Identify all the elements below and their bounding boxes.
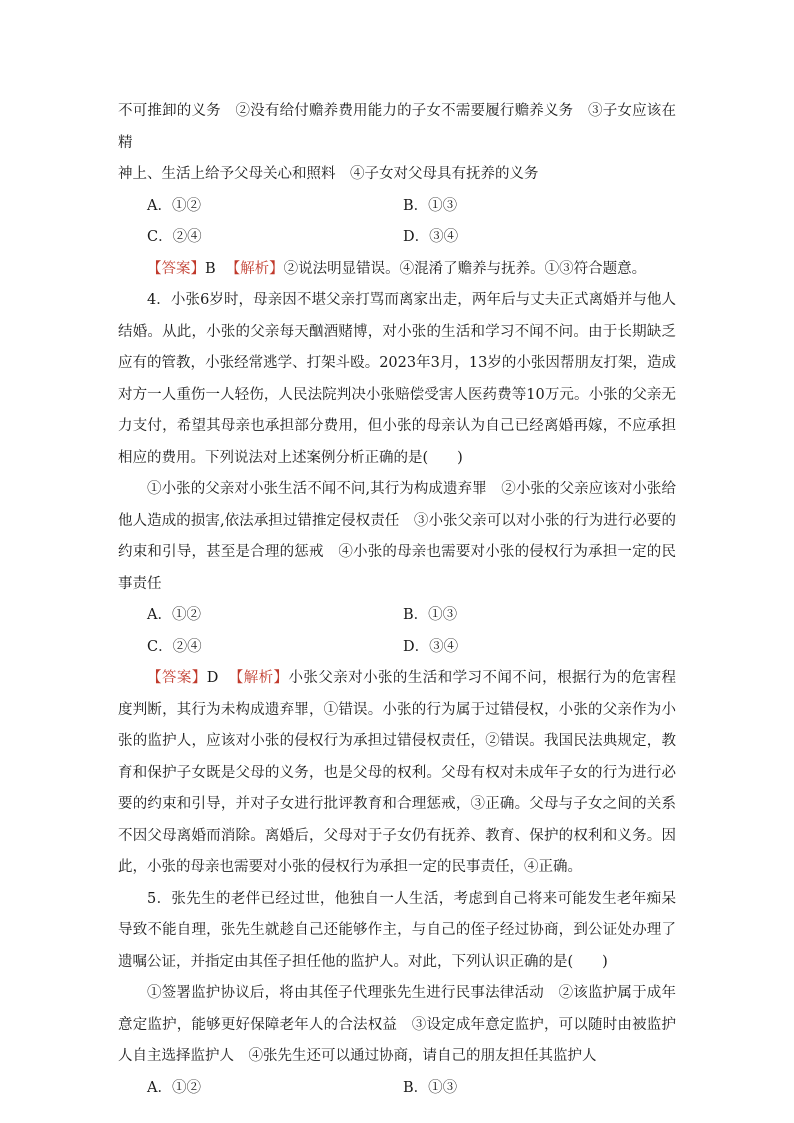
q3-statement-line2: 神上、生活上给予父母关心和照料 ④子女对父母具有抚养的义务 [118, 166, 539, 182]
q3-analysis-text: ②说法明显错误。④混淆了赡养与抚养。①③符合题意。 [283, 260, 647, 277]
q4-analysis-text: 小张父亲对小张的生活和学习不闻不问，根据行为的危害程度判断，其行为未构成遗弃罪，①错误。小张的行为属于过错侵权，小张的父亲作为小张的监护人，应该对小张的侵权行为承担过错侵权责任，②错误。我国民法典规定，教育和保护子女既是父母的义务，也是父母的权利。父母有权对未成年子女的行为进行必要的约束和引导，并对子女进行批评教育和合理惩戒，③正确。父母与子女之间的关系不因父母离婚而消除。离婚后，父母对于子女仍有抚养、教育、保护的权利和义务。因此，小张的母亲也需要对小张的侵权行为承担一定的民事责任，④正确。 [118, 670, 677, 875]
q4-answer [118, 663, 676, 884]
q5-option-a: A．①② [147, 1079, 201, 1096]
q4-option-b: B．①③ [403, 607, 458, 623]
q4-answer-tag: 【答案】 [147, 670, 207, 686]
q5-stem: 5．张先生的老伴已经过世，他独自一人生活，考虑到自己将来可能发生老年痴呆导致不能自理，张先生就趁自己还能够作主，与自己的侄子经过协商，到公证处办理了遗嘱公证，并指定由其侄子担任他的监护人。对此，下列认识正确的是( ) [118, 890, 676, 970]
q3-answer-letter: B [205, 260, 216, 277]
q3-option-b: B．①③ [403, 197, 458, 214]
q4-option-c: C．②④ [147, 638, 202, 655]
q3-options-row2 [118, 222, 676, 254]
q4-analysis-tag: 【解析】 [228, 670, 289, 686]
q3-analysis-tag: 【解析】 [225, 260, 284, 277]
q3-option-a: A．①② [147, 197, 201, 214]
q4-answer-letter: D [206, 670, 219, 686]
q5-statements: ①签署监护协议后，将由其侄子代理张先生进行民事法律活动 ②该监护属于成年意定监护，能够更好保障老年人的合法权益 ③设定成年意定监护，可以随时由被监护人自主选择监护人 ④张先生还可以通过协商，请自己的朋友担任其监护人 [118, 985, 676, 1064]
q4-option-a: A．①② [147, 607, 201, 623]
q3-statement-line1: 不可推卸的义务 ②没有给付赡养费用能力的子女不需要履行赡养义务 ③子女应该在精 [118, 103, 676, 151]
q3-answer [118, 254, 676, 286]
q3-option-d: D．③④ [403, 229, 459, 245]
q4-options-row1 [118, 600, 676, 632]
q4-options-row2 [118, 632, 676, 664]
q3-option-c: C．②④ [147, 229, 202, 245]
q4-stem: 4．小张6岁时，母亲因不堪父亲打骂而离家出走，两年后与丈夫正式离婚并与他人结婚。从此，小张的父亲每天酗酒赌博，对小张的生活和学习不闻不问。由于长期缺乏应有的管教，小张经常逃学、打架斗殴。2023年3月，13岁的小张因帮朋友打架，造成对方一人重伤一人轻伤，人民法院判决小张赔偿受害人医药费等10万元。小张的父亲无力支付，希望其母亲也承担部分费用，但小张的母亲认为自己已经离婚再嫁，不应承担相应的费用。下列说法对上述案例分析正确的是( ) [118, 292, 676, 466]
q5-option-b: B．①③ [403, 1079, 458, 1096]
q3-options-row1 [118, 191, 676, 223]
q5-options-row1 [118, 1073, 676, 1105]
q3-answer-tag: 【答案】 [147, 260, 205, 277]
q4-statements: ①小张的父亲对小张生活不闻不问,其行为构成遗弃罪 ②小张的父亲应该对小张给他人造成的损害,依法承担过错推定侵权责任 ③小张父亲可以对小张的行为进行必要的约束和引导，甚至是合理的惩戒 ④小张的母亲也需要对小张的侵权行为承担一定的民事责任 [118, 481, 676, 592]
q4-option-d: D．③④ [403, 638, 459, 655]
